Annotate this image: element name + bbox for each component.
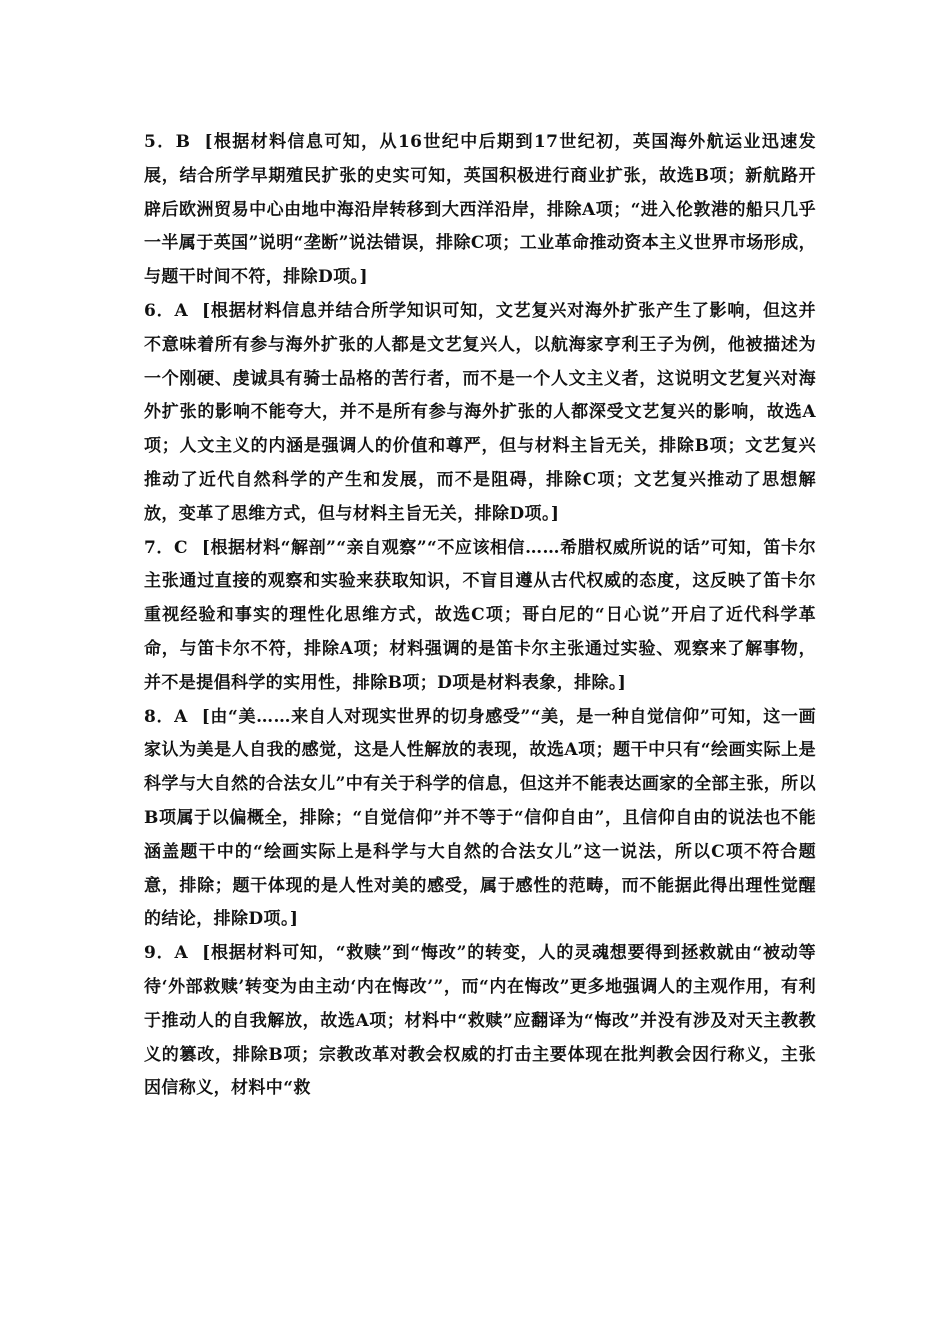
answer-number: 5．: [144, 132, 176, 152]
answer-9: [144, 937, 816, 1106]
answer-explanation: [根据材料信息可知，从16世纪中后期到17世纪初，英国海外航运业迅速发展，结合所学早期殖民扩张的史实可知，英国积极进行商业扩张，故选B项；新航路开辟后欧洲贸易中心由地中海沿岸转移到大西洋沿岸，排除A项；“进入伦敦港的船只几乎一半属于英国”说明“垄断”说法错误，排除C项；工业革命推动资本主义世界市场形成，与题干时间不符，排除D项。]: [144, 132, 816, 288]
answer-explanation: [根据材料可知，“救赎”到“悔改”的转变，人的灵魂想要得到拯救就由“被动等待‘外部救赎’转变为由主动‘内在悔改’”，而“内在悔改”更多地强调人的主观作用，有利于推动人的自我解放，故选A项；材料中“救赎”应翻译为“悔改”并没有涉及对天主教教义的篡改，排除B项；宗教改革对教会权威的打击主要体现在批判教会因行称义，主张因信称义，材料中“救: [144, 943, 816, 1099]
answer-number: 9．: [144, 943, 175, 964]
answer-number: 7．: [144, 537, 174, 558]
answer-6: [144, 295, 816, 532]
answer-7: [144, 532, 816, 701]
answer-explanation: [根据材料“解剖”“亲自观察”“不应该相信……希腊权威所说的话”可知，笛卡尔主张通过直接的观察和实验来获取知识，不盲目遵从古代权威的态度，这反映了笛卡尔重视经验和事实的理性化思维方式，故选C项；哥白尼的“日心说”开启了近代科学革命，与笛卡尔不符，排除A项；材料强调的是笛卡尔主张通过实验、观察来了解事物，并不是提倡科学的实用性，排除B项；D项是材料表象，排除。]: [144, 537, 816, 693]
answer-choice: A: [174, 706, 188, 727]
answer-choice: C: [173, 537, 188, 558]
answer-number: 8．: [144, 706, 175, 727]
answer-8: [144, 701, 816, 938]
answer-choice: B: [175, 132, 191, 152]
answer-explanation: [根据材料信息并结合所学知识可知，文艺复兴对海外扩张产生了影响，但这并不意味着所有参与海外扩张的人都是文艺复兴人，以航海家亨利王子为例，他被描述为一个刚硬、虔诚具有骑士品格的苦行者，而不是一个人文主义者，这说明文艺复兴对海外扩张的影响不能夸大，并不是所有参与海外扩张的人都深受文艺复兴的影响，故选A项；人文主义的内涵是强调人的价值和尊严，但与材料主旨无关，排除B项；文艺复兴推动了近代自然科学的产生和发展，而不是阻碍，排除C项；文艺复兴推动了思想解放，变革了思维方式，但与材料主旨无关，排除D项。]: [144, 300, 816, 524]
answer-choice: A: [174, 300, 189, 321]
answer-5: [144, 126, 816, 295]
answer-page: [144, 126, 816, 1106]
answer-number: 6．: [144, 300, 175, 321]
answer-choice: A: [174, 943, 189, 964]
answer-explanation: [由“美……来自人对现实世界的切身感受”“美，是一种自觉信仰”可知，这一画家认为美是人自我的感觉，这是人性解放的表现，故选A项；题干中只有“绘画实际上是科学与大自然的合法女儿”中有关于科学的信息，但这并不能表达画家的全部主张，所以B项属于以偏概全，排除；“自觉信仰”并不等于“信仰自由”，且信仰自由的说法也不能涵盖题干中的“绘画实际上是科学与大自然的合法女儿”这一说法，所以C项不符合题意，排除；题干体现的是人性对美的感受，属于感性的范畴，而不能据此得出理性觉醒的结论，排除D项。]: [144, 706, 816, 930]
